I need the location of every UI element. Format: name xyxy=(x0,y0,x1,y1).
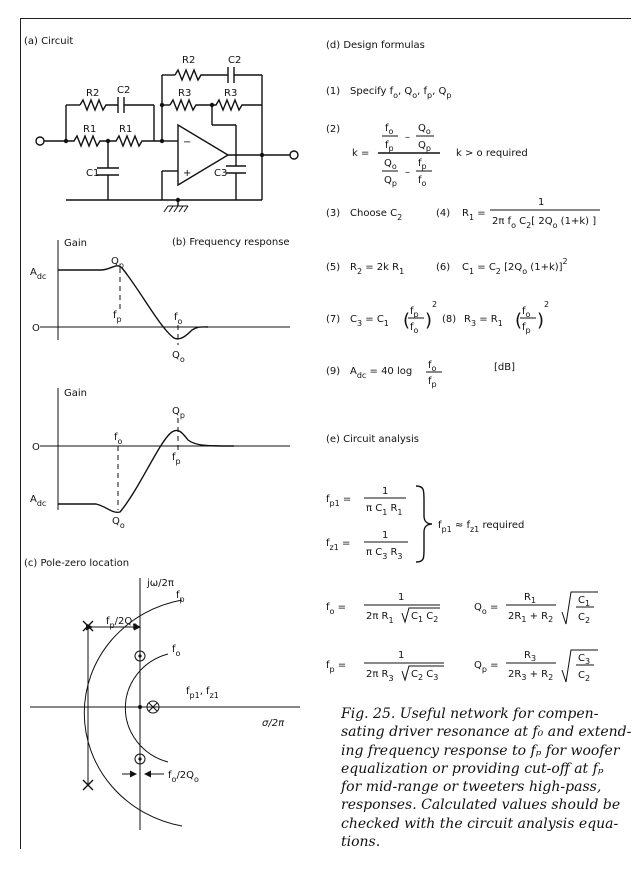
svg-text:1: 1 xyxy=(538,197,545,208)
circuit-diagram xyxy=(24,36,298,212)
svg-text:fp: $f_p$ xyxy=(176,590,185,604)
label-r2-top: R2 xyxy=(182,55,196,66)
svg-text:fp1 =: $f_{p1}$ = xyxy=(326,494,352,508)
svg-text:k > o required: k > o required xyxy=(456,148,528,159)
svg-text:π C1 R1: π $C_1$ $R_1$ xyxy=(366,503,403,517)
svg-text:fp =: $f_p$ = xyxy=(326,660,347,674)
svg-text:–: – xyxy=(405,132,410,143)
svg-text:O: O xyxy=(32,442,40,453)
circuit-analysis xyxy=(326,434,598,683)
svg-text:Qo: $Q_o$ xyxy=(418,123,431,136)
svg-text:fo: $f_o$ xyxy=(385,123,394,136)
caption-line: Fig. 25. Useful network for compen- xyxy=(341,706,599,722)
analysis-title: (e) Circuit analysis xyxy=(326,434,419,445)
svg-text:C2: $C_2$ xyxy=(578,670,591,683)
svg-text:(: ( xyxy=(403,310,411,331)
freq-title: (b) Frequency response xyxy=(172,237,290,248)
svg-text:(2): (2) xyxy=(326,124,341,135)
svg-text:k =: k = xyxy=(352,148,370,159)
label-c2-left: C2 xyxy=(117,85,131,96)
svg-text:Choose C2: Choose $C_2$ xyxy=(350,208,403,222)
svg-text:Qo: $Q_o$ xyxy=(172,350,185,364)
svg-text:fz1 =: $f_{z1}$ = xyxy=(326,538,351,552)
svg-text:fo =: $f_o$ = xyxy=(326,602,347,616)
circuit-title: (a) Circuit xyxy=(24,36,74,47)
svg-text:fo: $f_o$ xyxy=(418,175,427,188)
svg-text:1: 1 xyxy=(382,530,389,541)
svg-text:fp: $f_p$ xyxy=(385,140,394,153)
opamp-minus: − xyxy=(183,137,192,148)
svg-text:2R3 + R2: $2R_3 + R_2$ xyxy=(508,669,554,682)
svg-text:R3: $R_3$ xyxy=(524,650,537,663)
g2-gain: Gain xyxy=(64,388,87,399)
svg-text:2: 2 xyxy=(432,300,438,309)
svg-text:): ) xyxy=(425,310,433,331)
svg-text:1: 1 xyxy=(398,650,405,661)
svg-text:Qo: $Q_o$ xyxy=(384,158,397,171)
label-c3: C3 xyxy=(214,168,228,179)
svg-text:Qp: $Q_p$ xyxy=(384,175,397,188)
svg-text:(: ( xyxy=(515,310,523,331)
svg-text:1: 1 xyxy=(382,486,389,497)
svg-text:Qp: $Q_p$ xyxy=(111,256,124,270)
svg-text:Qp =: $Q_p$ = xyxy=(474,660,499,674)
label-c1: C1 xyxy=(86,168,100,179)
svg-text:fp1, fz1: $f_{p1}$, $f_{z1}$ xyxy=(186,686,219,700)
svg-text:1: 1 xyxy=(398,592,405,603)
svg-text:Qp: $Q_p$ xyxy=(172,406,185,420)
caption-line: equalization or providing cut-off at fₚ xyxy=(341,760,604,777)
svg-text:fp: $f_p$ xyxy=(113,310,122,324)
svg-text:fo/2Qo: $f_o/2Q_o$ xyxy=(168,770,199,784)
svg-text:2π fo C2[ 2Qo (1+k) ]: 2π $f_o$ $C_2$[ $2Q_o$ (1+k) ] xyxy=(492,216,597,230)
label-r2-left: R2 xyxy=(86,88,100,99)
svg-text:fp: $f_p$ xyxy=(172,452,181,466)
svg-text:(9): (9) xyxy=(326,366,341,377)
pz-title: (c) Pole-zero location xyxy=(24,558,130,569)
svg-text:fo: $f_o$ xyxy=(172,644,181,658)
caption-line: ing frequency response to fₚ for woofer xyxy=(341,742,620,759)
label-r3-top: R3 xyxy=(178,88,192,99)
svg-text:C1 = C2 [2Qo (1+k)]2: $C_1 = C_2$ [$2Q_o$ (1+k)]$^2$ xyxy=(462,257,568,276)
svg-text:Adc: $A_{dc}$ xyxy=(30,494,47,508)
svg-text:R1: $R_1$ xyxy=(524,592,537,605)
svg-text:fo: $f_o$ xyxy=(522,306,531,319)
svg-text:): ) xyxy=(537,310,545,331)
svg-text:Qo: $Q_o$ xyxy=(112,516,125,530)
svg-text:C2 C3: $C_2$ $C_3$ xyxy=(411,669,439,682)
svg-text:(3): (3) xyxy=(326,208,341,219)
svg-text:O: O xyxy=(32,323,40,334)
svg-text:(8): (8) xyxy=(442,314,457,325)
pole-zero-plot xyxy=(24,558,300,830)
svg-text:R1 =: $R_1$ = xyxy=(462,208,486,222)
pz-sigma: σ/2π xyxy=(262,718,285,729)
svg-text:fo: $f_o$ xyxy=(428,360,437,373)
svg-text:C2: $C_2$ xyxy=(578,612,591,625)
opamp-plus: + xyxy=(183,168,192,179)
svg-text:fp1 ≈ fz1 required: $f_{p1} \approx f_{z1}$ required xyxy=(438,520,525,534)
svg-text:(1): (1) xyxy=(326,86,341,97)
svg-text:[dB]: [dB] xyxy=(494,362,516,373)
svg-text:Qo =: $Q_o$ = xyxy=(474,602,499,616)
svg-text:(5): (5) xyxy=(326,262,341,273)
svg-text:fp: $f_p$ xyxy=(410,306,419,319)
figure-caption xyxy=(341,705,632,851)
svg-text:2R1 + R2: $2R_1 + R_2$ xyxy=(508,611,554,624)
svg-text:C3: $C_3$ xyxy=(578,653,591,666)
caption-line: for mid-range or tweeters high-pass, xyxy=(341,779,602,796)
svg-text:Specify fo, Qo, fp, Qp: Specify $f_o$, $Q_o$, $f_p$, $Q_p$ xyxy=(350,86,452,100)
caption-line: checked with the circuit analysis equa- xyxy=(341,815,619,832)
pz-jw: jω/2π xyxy=(147,578,174,589)
svg-text:π C3 R3: π $C_3$ $R_3$ xyxy=(366,547,403,561)
caption-line: tions. xyxy=(341,834,381,851)
svg-text:(6): (6) xyxy=(436,262,451,273)
svg-text:Adc = 40 log: $A_{dc} = 40$ log xyxy=(350,366,413,380)
svg-text:–: – xyxy=(405,167,410,178)
frequency-response xyxy=(30,237,290,530)
svg-text:C3 = C1: $C_3 = C_1$ xyxy=(350,314,389,328)
svg-text:Qp: $Q_p$ xyxy=(418,140,431,153)
svg-text:fo: $f_o$ xyxy=(410,322,419,335)
svg-text:R2 = 2k R1: $R_2 = 2k$ $R_1$ xyxy=(350,262,405,276)
label-r1-a: R1 xyxy=(83,124,97,135)
label-c2-top: C2 xyxy=(228,55,242,66)
svg-text:fo: $f_o$ xyxy=(114,432,123,446)
g1-gain: Gain xyxy=(64,238,87,249)
svg-text:2π R1: 2π $R_1$ xyxy=(366,611,394,625)
svg-text:(4): (4) xyxy=(436,208,451,219)
caption-line: responses. Calculated values should be xyxy=(341,797,621,814)
label-r1-b: R1 xyxy=(119,124,133,135)
svg-text:R3 = R1: $R_3 = R_1$ xyxy=(464,314,503,328)
svg-text:2π R3: 2π $R_3$ xyxy=(366,669,394,683)
svg-text:fp: $f_p$ xyxy=(428,376,437,389)
svg-text:fp: $f_p$ xyxy=(522,322,531,335)
svg-text:fp: $f_p$ xyxy=(418,158,427,171)
design-title: (d) Design formulas xyxy=(326,40,425,51)
svg-text:2: 2 xyxy=(544,300,550,309)
svg-text:(7): (7) xyxy=(326,314,341,325)
svg-text:Adc: $A_{dc}$ xyxy=(30,267,47,281)
design-formulas xyxy=(326,40,600,389)
svg-text:fo: $f_o$ xyxy=(174,312,183,326)
caption-line: sating driver resonance at f₀ and extend- xyxy=(341,724,632,741)
svg-text:fp/2Qp: $f_p/2Q_p$ xyxy=(106,616,138,630)
label-r3-right: R3 xyxy=(224,88,238,99)
svg-text:C1 C2: $C_1$ $C_2$ xyxy=(411,611,439,624)
svg-text:C1: $C_1$ xyxy=(578,595,591,608)
